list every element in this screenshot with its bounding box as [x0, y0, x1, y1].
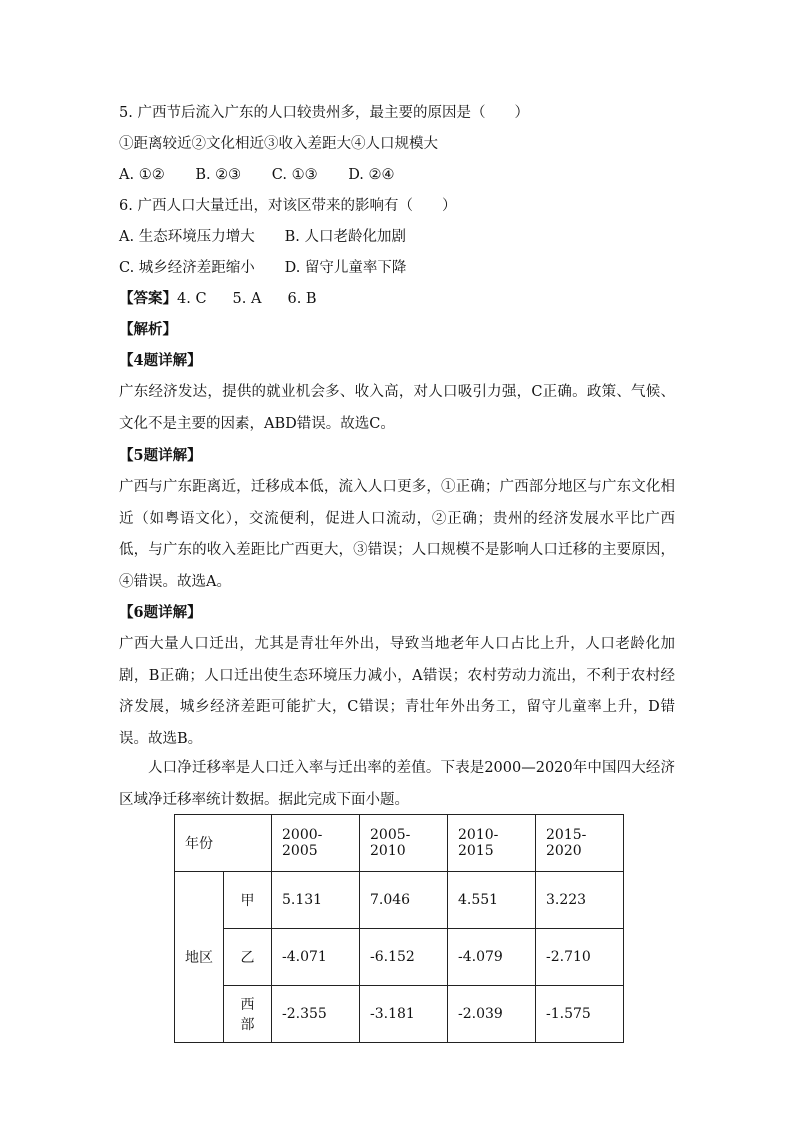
answer-item-4: 4. C	[177, 291, 207, 307]
q6-option-b: B. 人口老龄化加剧	[284, 229, 406, 245]
q6-options-row2	[119, 258, 406, 278]
region-header: 地区	[175, 872, 224, 1043]
answer-item-5: 5. A	[232, 291, 262, 307]
q6-detail-text: 广西大量人口迁出，尤其是青壮年外出，导致当地老年人口占比上升，人口老龄化加剧，B正确；人口迁出使生态环境压力减小，A错误；农村劳动力流出，不利于农村经济发展，城乡经济差距可能扩大，C错误；青壮年外出务工，留守儿童率上升，D错误。故选B。	[119, 636, 675, 747]
table-cell: -1.575	[536, 986, 624, 1043]
table-cell: -2.355	[272, 986, 360, 1043]
year-header: 年份	[175, 815, 272, 872]
table-header-row	[175, 815, 624, 872]
q4-detail-label: 【4题详解】	[119, 352, 202, 369]
q5-option-d: D. ②④	[348, 167, 395, 183]
q5-detail-text: 广西与广东距离近，迁移成本低，流入人口更多，①正确；广西部分地区与广东文化相近（如粤语文化），交流便利，促进人口流动，②正确；贵州的经济发展水平比广西低，与广东的收入差距比广西更大，③错误；人口规模不是影响人口迁移的主要原因，④错误。故选A。	[119, 479, 675, 590]
table-cell: -2.039	[448, 986, 536, 1043]
region-name: 甲	[224, 872, 272, 929]
q5-detail-label: 【5题详解】	[119, 447, 202, 464]
table-cell: -6.152	[360, 929, 448, 986]
period-header: 2010-2015	[448, 815, 536, 872]
q6-option-c: C. 城乡经济差距缩小	[119, 260, 255, 276]
table-cell: 4.551	[448, 872, 536, 929]
period-header: 2000-2005	[272, 815, 360, 872]
table-intro: 人口净迁移率是人口迁入率与迁出率的差值。下表是2000—2020年中国四大经济区域净迁移率统计数据。据此完成下面小题。	[119, 760, 675, 808]
q5-option-b: B. ②③	[195, 167, 242, 183]
region-name: 乙	[224, 929, 272, 986]
migration-rate-table	[174, 814, 624, 1043]
analysis-label: 【解析】	[119, 321, 177, 338]
q6-options-row1	[119, 227, 406, 247]
q5-factors: ①距离较近②文化相近③收入差距大④人口规模大	[119, 136, 438, 152]
answer-line	[119, 289, 317, 309]
table-cell: 3.223	[536, 872, 624, 929]
q5-option-c: C. ①③	[271, 167, 318, 183]
q5-options	[119, 165, 395, 185]
table-cell: -2.710	[536, 929, 624, 986]
table-row	[175, 986, 624, 1043]
period-header: 2005-2010	[360, 815, 448, 872]
table-cell: 5.131	[272, 872, 360, 929]
answer-item-6: 6. B	[287, 291, 317, 307]
region-name: 西部	[224, 986, 272, 1043]
q6-option-d: D. 留守儿童率下降	[284, 260, 407, 276]
table-cell: -4.079	[448, 929, 536, 986]
table-cell: -4.071	[272, 929, 360, 986]
q6-stem: 6. 广西人口大量迁出，对该区带来的影响有（ ）	[119, 198, 457, 214]
q5-option-a: A. ①②	[119, 167, 165, 183]
table-row	[175, 872, 624, 929]
q4-detail-text: 广东经济发达，提供的就业机会多、收入高，对人口吸引力强，C正确。政策、气候、文化不是主要的因素，ABD错误。故选C。	[119, 384, 675, 432]
q5-stem: 5. 广西节后流入广东的人口较贵州多，最主要的原因是（ ）	[119, 105, 529, 121]
q6-option-a: A. 生态环境压力增大	[119, 229, 255, 245]
q6-detail-label: 【6题详解】	[119, 604, 202, 621]
table-row	[175, 929, 624, 986]
table-cell: -3.181	[360, 986, 448, 1043]
answer-label: 【答案】	[119, 290, 177, 307]
table-cell: 7.046	[360, 872, 448, 929]
period-header: 2015-2020	[536, 815, 624, 872]
